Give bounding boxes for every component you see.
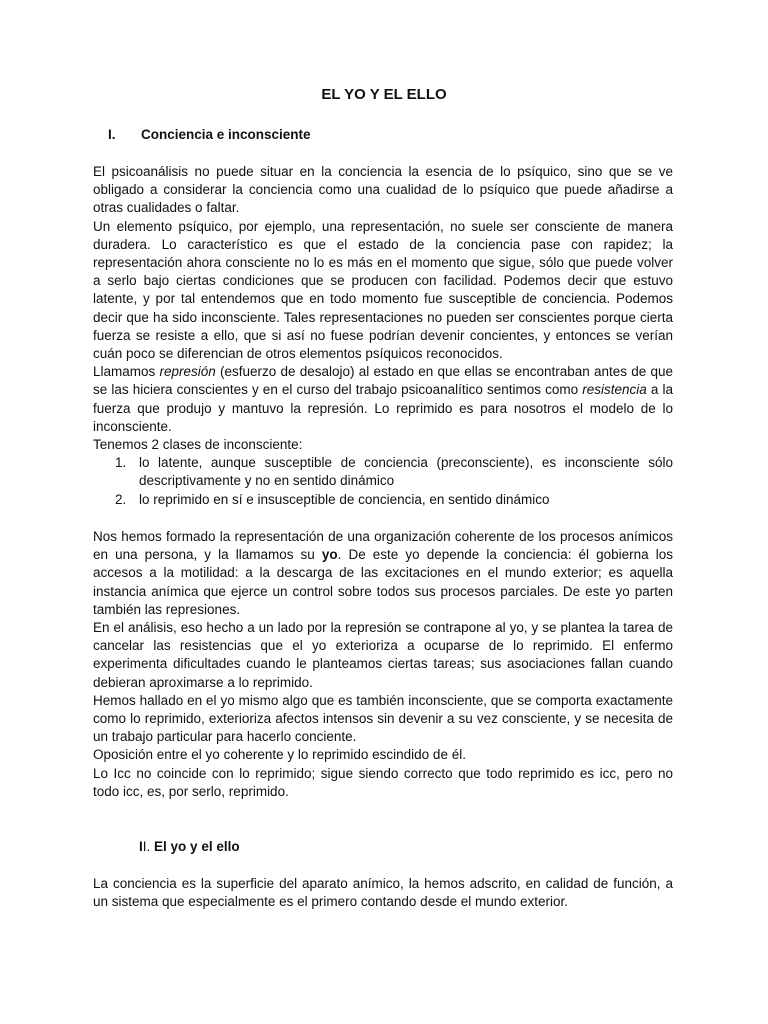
text-run: . De este yo depende la conciencia: él gobierna los accesos a la motilidad: a la descarga de las excitaciones en el mundo exterior; es aquella instancia anímica que ejerce un control sobre todos sus procesos parciales. De este yo parten también las represiones. <box>93 547 673 617</box>
paragraph <box>93 528 673 619</box>
paragraph: En el análisis, eso hecho a un lado por la represión se contrapone al yo, y se plantea la tarea de cancelar las resistencias que el yo exterioriza a ocuparse de lo reprimido. El enfermo experimenta dificultades cuando le planteamos ciertas tareas; sus asociaciones fallan cuando debieran aproximarse a lo reprimido. <box>93 620 673 690</box>
text-run: Llamamos <box>93 364 160 380</box>
paragraph: Un elemento psíquico, por ejemplo, una representación, no suele ser consciente de manera duradera. Lo característico es que el estado de la conciencia pase con rapidez; la representación ahora consciente no lo es más en el momento que sigue, sólo que puede volver a serlo bajo ciertas condiciones que se producen con facilidad. Podemos decir que estuvo latente, y por tal entendemos que en todo momento fue susceptible de conciencia. Podemos decir que ha sido inconsciente. Tales representaciones no pueden ser conscientes porque cierta fuerza se resiste a ello, que si así no fuese podrían devenir concientes, y entonces se verían cuán poco se diferencian de otros elementos psíquicos reconocidos. <box>93 218 673 362</box>
paragraph <box>93 363 673 436</box>
list-item-text: lo latente, aunque susceptible de conciencia (preconsciente), es inconsciente sólo descriptivamente y no en sentido dinámico <box>139 455 673 489</box>
emphasis-resistencia: resistencia <box>582 382 647 398</box>
paragraph: Oposición entre el yo coherente y lo reprimido escindido de él. <box>93 747 466 763</box>
text-run: (esfuerzo de desalojo) al estado en que ellas se encontraban antes de que se las hiciera conscientes y en el curso del trabajo psicoanalítico sentimos como <box>93 364 673 398</box>
section-1-body <box>93 163 673 509</box>
paragraph: La conciencia es la superficie del aparato anímico, la hemos adscrito, en calidad de función, a un sistema que especialmente es el primero contando desde el mundo exterior. <box>93 876 673 910</box>
list-marker: 1. <box>115 455 127 471</box>
section-2-number-b: I. <box>142 839 151 854</box>
paragraph: Tenemos 2 clases de inconsciente: <box>93 437 303 453</box>
list-item-text: lo reprimido en sí e insusceptible de conciencia, en sentido dinámico <box>139 491 550 507</box>
list-item <box>93 491 673 509</box>
text-run: a la fuerza que produjo y mantuvo la represión. Lo reprimido es para nosotros el modelo de lo inconsciente. <box>93 382 673 434</box>
section-2-title: El yo y el ello <box>154 839 240 854</box>
section-1-title: Conciencia e inconsciente <box>141 127 311 142</box>
list-item <box>93 454 673 490</box>
section-2-number <box>139 839 150 854</box>
bold-yo: yo <box>321 547 338 563</box>
section-2-body <box>93 875 673 911</box>
list-marker: 2. <box>115 491 127 507</box>
emphasis-represion: represión <box>159 364 216 380</box>
section-1-heading <box>108 127 311 142</box>
section-2-heading <box>139 839 240 854</box>
section-1-number: I. <box>108 127 116 142</box>
document-title: EL YO Y EL ELLO <box>321 86 447 103</box>
unconscious-types-list <box>93 454 673 509</box>
text-run: Nos hemos formado la representación de una organización coherente de los procesos anímicos en una persona, y la llamamos su <box>93 529 673 563</box>
section-1-body-continued <box>93 528 673 801</box>
paragraph: Lo Icc no coincide con lo reprimido; sigue siendo correcto que todo reprimido es icc, pero no todo icc, es, por serlo, reprimido. <box>93 765 673 799</box>
paragraph: Hemos hallado en el yo mismo algo que es también inconsciente, que se comporta exactamente como lo reprimido, exterioriza afectos intensos sin devenir a su vez consciente, y se necesita de un trabajo particular para hacerlo conciente. <box>93 692 673 745</box>
section-2-number-a: I <box>139 839 143 854</box>
paragraph: El psicoanálisis no puede situar en la conciencia la esencia de lo psíquico, sino que se ve obligado a considerar la conciencia como una cualidad de lo psíquico que puede añadirse a otras cualidades o faltar. <box>93 164 673 216</box>
